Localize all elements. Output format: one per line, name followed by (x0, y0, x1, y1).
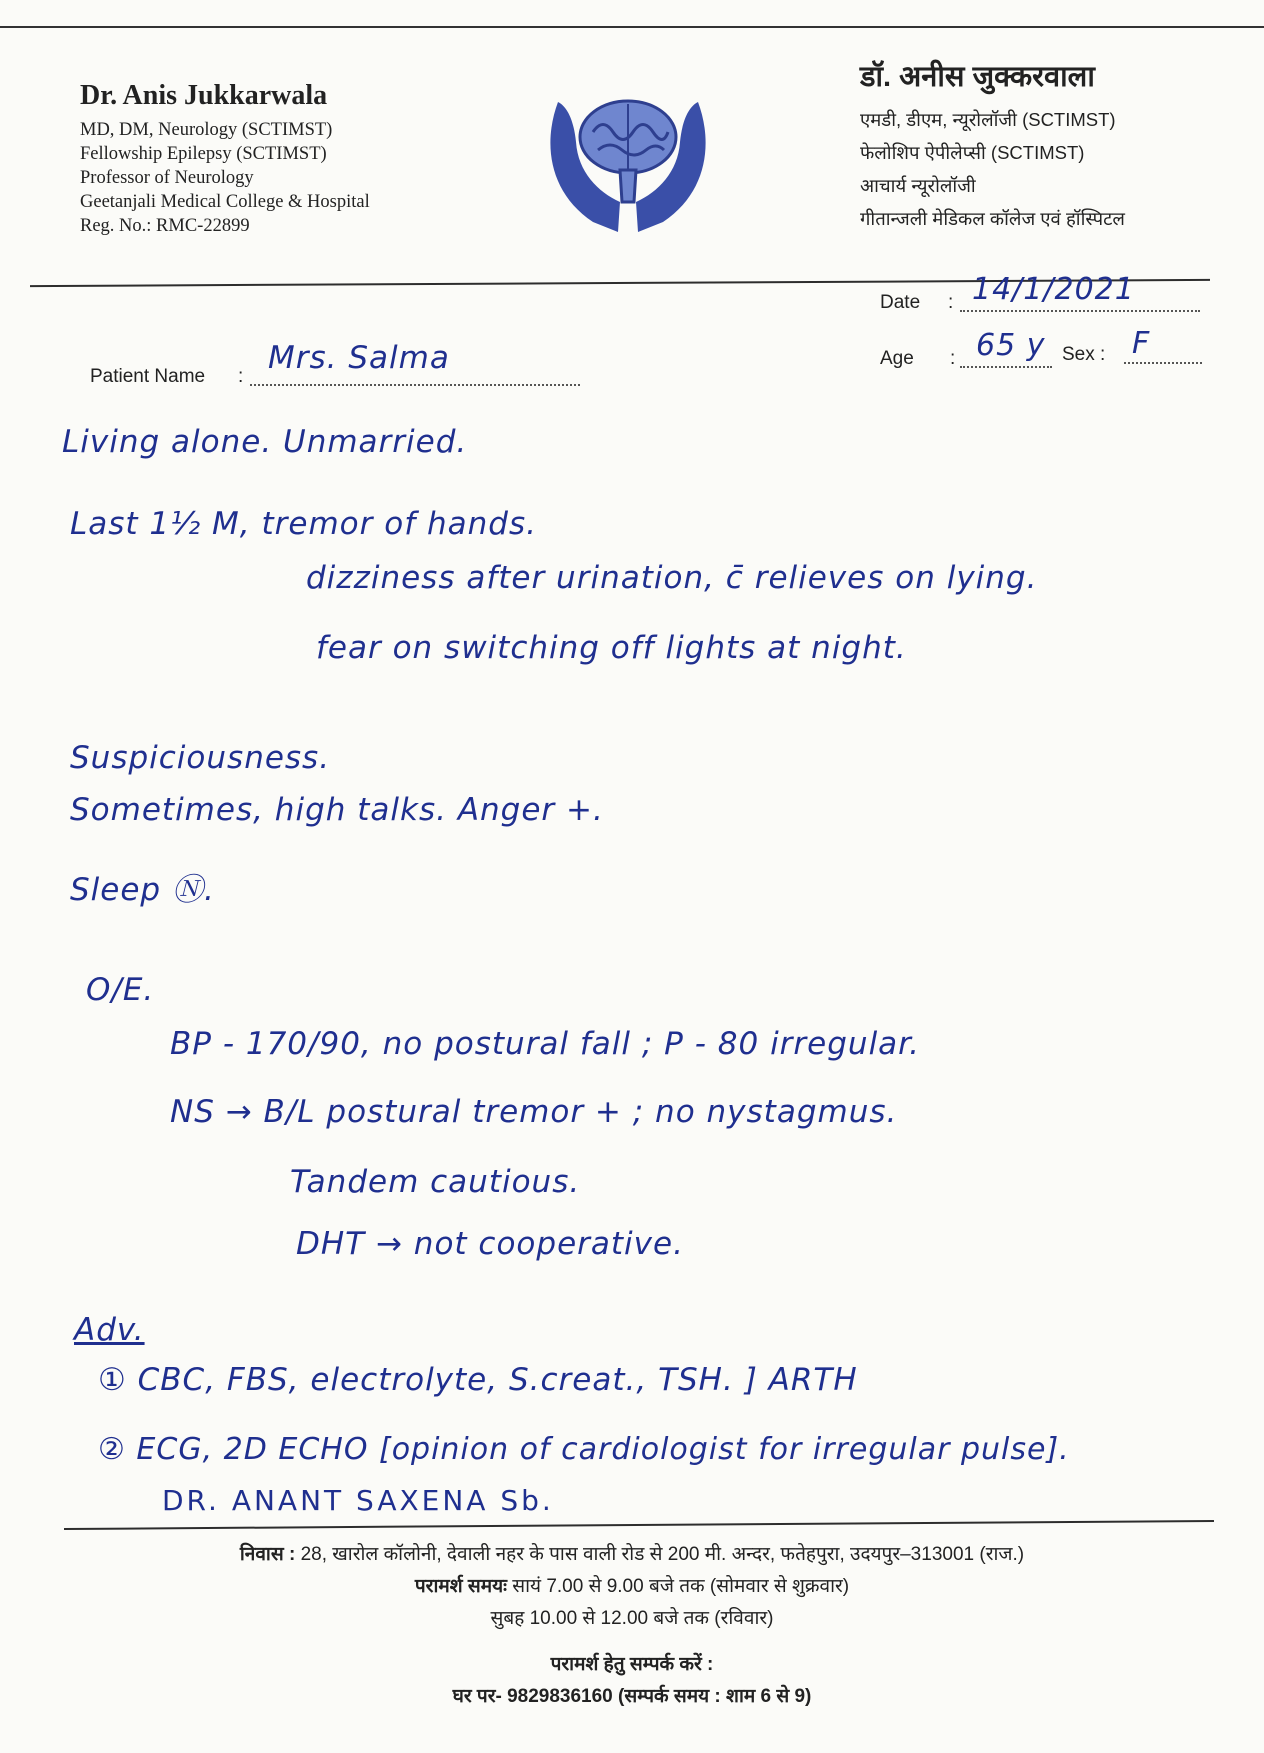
footer-timing (0, 1572, 1264, 1598)
age-line (960, 366, 1052, 368)
patient-colon: : (238, 366, 244, 387)
exam-line: BP - 170/90, no postural fall ; P - 80 irregular. (170, 1026, 920, 1062)
header-hindi (860, 56, 1125, 235)
doctor-name-hi: डॉ. अनीस जुक्करवाला (860, 61, 1095, 93)
note-line: Sometimes, high talks. Anger +. (70, 792, 604, 828)
registration-number: Reg. No.: RMC-22899 (80, 216, 250, 236)
age-value: 65 y (976, 328, 1046, 363)
header-english (80, 80, 370, 238)
exam-heading: O/E. (86, 972, 155, 1008)
sex-value: F (1132, 326, 1151, 361)
date-colon: : (948, 292, 954, 313)
advice-line: ② ECG, 2D ECHO [opinion of cardiologist for irregular pulse]. (98, 1432, 1070, 1467)
exam-line: DHT → not cooperative. (296, 1226, 684, 1262)
top-border (0, 26, 1264, 28)
contact-heading: परामर्श हेतु सम्पर्क करें : (550, 1654, 714, 1675)
patient-name-label: Patient Name (90, 366, 206, 387)
exam-line: NS → B/L postural tremor + ; no nystagmus. (170, 1094, 898, 1130)
note-line: Living alone. Unmarried. (62, 424, 468, 460)
brain-in-hands-icon (538, 82, 718, 242)
qualification-line-hi: आचार्य न्यूरोलॉजी (860, 175, 976, 196)
date-line (960, 310, 1200, 312)
date-label: Date (880, 292, 921, 313)
address-text: 28, खारोल कॉलोनी, देवाली नहर के पास वाली रोड से 200 मी. अन्दर, फतेहपुरा, उदयपुर–313001 (राज.) (300, 1544, 1025, 1565)
sex-line (1124, 362, 1202, 364)
qualification-line-hi: फेलोशिप ऐपीलेप्सी (SCTIMST) (860, 142, 1085, 163)
qualification-line: Geetanjali Medical College & Hospital (80, 192, 370, 212)
age-colon: : (950, 348, 956, 369)
note-line: fear on switching off lights at night. (316, 630, 907, 666)
address-label: निवास : (239, 1544, 296, 1565)
referral-line: DR. ANANT SAXENA Sb. (162, 1484, 554, 1517)
note-line: dizziness after urination, c̄ relieves on lying. (306, 560, 1038, 596)
patient-name-value: Mrs. Salma (268, 340, 450, 376)
note-line: Suspiciousness. (70, 740, 331, 776)
exam-line: Tandem cautious. (290, 1164, 581, 1200)
age-label: Age (880, 348, 914, 369)
sex-label: Sex : (1062, 344, 1106, 365)
patient-name-line (250, 384, 580, 386)
advice-heading: Adv. (74, 1312, 145, 1348)
qualification-line-hi: गीतान्जली मेडिकल कॉलेज एवं हॉस्पिटल (860, 208, 1125, 229)
qualification-line: Professor of Neurology (80, 168, 254, 188)
timing-text: सायं 7.00 से 9.00 बजे तक (सोमवार से शुक्रवार) (512, 1576, 850, 1597)
timing-label: परामर्श समयः (414, 1576, 507, 1597)
note-line: Sleep Ⓝ. (70, 872, 215, 908)
qualification-line: MD, DM, Neurology (SCTIMST) (80, 120, 333, 140)
note-line: Last 1½ M, tremor of hands. (70, 506, 537, 542)
doctor-name-en: Dr. Anis Jukkarwala (80, 80, 328, 111)
footer-divider (64, 1520, 1214, 1530)
qualification-line-hi: एमडी, डीएम, न्यूरोलॉजी (SCTIMST) (860, 109, 1116, 130)
date-value: 14/1/2021 (972, 272, 1135, 307)
qualification-line: Fellowship Epilepsy (SCTIMST) (80, 144, 327, 164)
footer-timing-sunday: सुबह 10.00 से 12.00 बजे तक (रविवार) (490, 1608, 774, 1629)
advice-line: ① CBC, FBS, electrolyte, S.creat., TSH. ] ARTH (98, 1362, 858, 1398)
footer-address (0, 1540, 1264, 1566)
contact-line: घर पर- 9829836160 (सम्पर्क समय : शाम 6 से 9) (452, 1686, 812, 1707)
